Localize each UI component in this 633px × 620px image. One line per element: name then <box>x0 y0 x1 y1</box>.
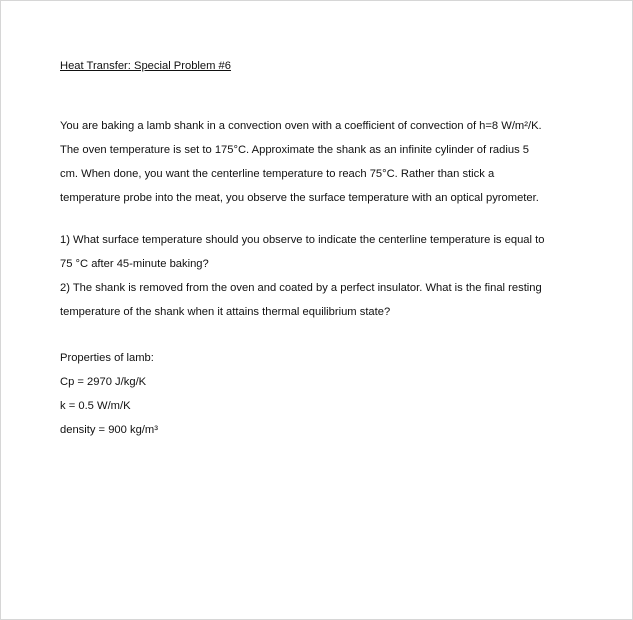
statement-line: cm. When done, you want the centerline temperature to reach 75°C. Rather than stick a <box>60 168 495 180</box>
document-body <box>60 56 580 442</box>
question-1-line: 75 °C after 45-minute baking? <box>60 258 209 270</box>
statement-line: The oven temperature is set to 175°C. Approximate the shank as an infinite cylinder of radius 5 <box>60 144 530 156</box>
statement-line: You are baking a lamb shank in a convection oven with a coefficient of convection of h=8 W/m²/K. <box>60 120 542 132</box>
question-2-line: temperature of the shank when it attains thermal equilibrium state? <box>60 306 391 318</box>
properties-list <box>60 346 580 442</box>
document-title: Heat Transfer: Special Problem #6 <box>60 60 232 72</box>
property-k: k = 0.5 W/m/K <box>60 400 131 412</box>
question-2-line: 2) The shank is removed from the oven and coated by a perfect insulator. What is the final resting <box>60 282 542 294</box>
problem-statement <box>60 114 580 210</box>
question-1-line: 1) What surface temperature should you observe to indicate the centerline temperature is equal to <box>60 234 545 246</box>
property-cp: Cp = 2970 J/kg/K <box>60 376 147 388</box>
properties-heading: Properties of lamb: <box>60 352 154 364</box>
questions <box>60 228 580 324</box>
property-density: density = 900 kg/m³ <box>60 424 158 436</box>
statement-line: temperature probe into the meat, you observe the surface temperature with an optical pyrometer. <box>60 192 539 204</box>
